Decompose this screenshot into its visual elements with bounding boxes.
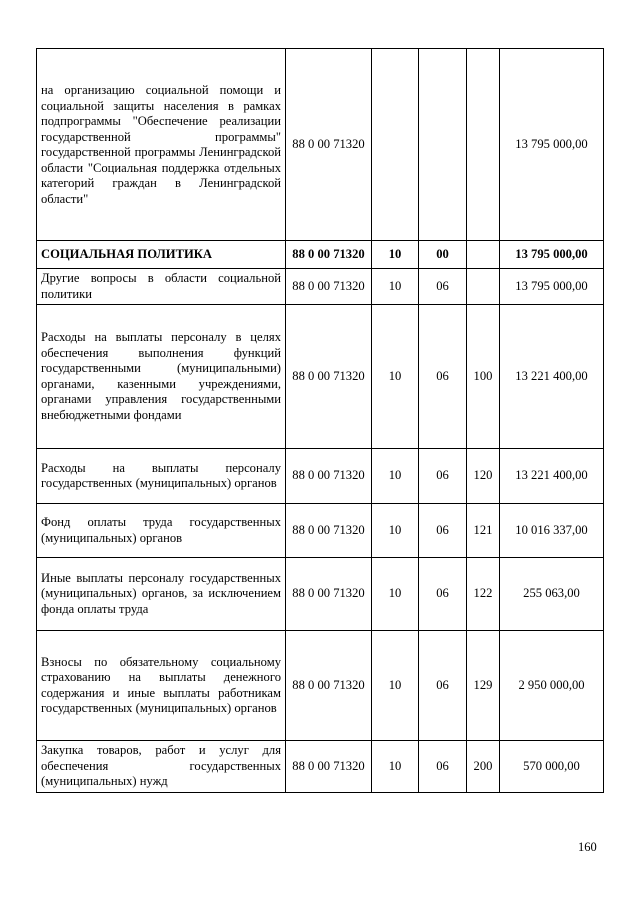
row-expense-type: 100 xyxy=(467,305,500,449)
row-amount: 13 221 400,00 xyxy=(500,449,604,504)
row-subsection: 00 xyxy=(419,241,467,269)
row-section: 10 xyxy=(372,305,419,449)
row-subsection: 06 xyxy=(419,504,467,558)
row-description: Закупка товаров, работ и услуг для обеспечения государственных (муниципальных) нужд xyxy=(37,741,286,793)
row-description: Взносы по обязательному социальному страхованию на выплаты денежного содержания и иные выплаты работникам государственных (муниципальных) органов xyxy=(37,631,286,741)
row-expense-type: 121 xyxy=(467,504,500,558)
row-target-code: 88 0 00 71320 xyxy=(286,49,372,241)
table-row xyxy=(37,49,604,241)
row-target-code: 88 0 00 71320 xyxy=(286,269,372,305)
row-target-code: 88 0 00 71320 xyxy=(286,631,372,741)
row-target-code: 88 0 00 71320 xyxy=(286,305,372,449)
row-amount: 570 000,00 xyxy=(500,741,604,793)
row-amount: 13 795 000,00 xyxy=(500,269,604,305)
row-expense-type: 122 xyxy=(467,558,500,631)
budget-table xyxy=(36,48,604,793)
row-section: 10 xyxy=(372,558,419,631)
row-section: 10 xyxy=(372,449,419,504)
row-section: 10 xyxy=(372,269,419,305)
row-target-code: 88 0 00 71320 xyxy=(286,558,372,631)
page-number: 160 xyxy=(578,840,597,854)
row-description: СОЦИАЛЬНАЯ ПОЛИТИКА xyxy=(37,241,286,269)
row-subsection: 06 xyxy=(419,741,467,793)
row-expense-type: 200 xyxy=(467,741,500,793)
table-row xyxy=(37,241,604,269)
row-amount: 10 016 337,00 xyxy=(500,504,604,558)
row-amount: 13 221 400,00 xyxy=(500,305,604,449)
table-row xyxy=(37,631,604,741)
row-section xyxy=(372,49,419,241)
row-description: Фонд оплаты труда государственных (муниципальных) органов xyxy=(37,504,286,558)
row-target-code: 88 0 00 71320 xyxy=(286,241,372,269)
row-section: 10 xyxy=(372,241,419,269)
row-expense-type: 120 xyxy=(467,449,500,504)
row-subsection: 06 xyxy=(419,305,467,449)
row-expense-type xyxy=(467,49,500,241)
row-expense-type xyxy=(467,241,500,269)
row-description: Иные выплаты персоналу государственных (муниципальных) органов, за исключением фонда оплаты труда xyxy=(37,558,286,631)
row-expense-type xyxy=(467,269,500,305)
table-row xyxy=(37,305,604,449)
row-description: Расходы на выплаты персоналу государственных (муниципальных) органов xyxy=(37,449,286,504)
table-row xyxy=(37,558,604,631)
row-amount: 13 795 000,00 xyxy=(500,241,604,269)
row-subsection: 06 xyxy=(419,269,467,305)
row-amount: 2 950 000,00 xyxy=(500,631,604,741)
row-amount: 255 063,00 xyxy=(500,558,604,631)
row-subsection: 06 xyxy=(419,449,467,504)
row-section: 10 xyxy=(372,741,419,793)
row-target-code: 88 0 00 71320 xyxy=(286,741,372,793)
table-row xyxy=(37,449,604,504)
row-subsection: 06 xyxy=(419,631,467,741)
row-subsection: 06 xyxy=(419,558,467,631)
row-section: 10 xyxy=(372,504,419,558)
row-description: на организацию социальной помощи и социальной защиты населения в рамках подпрограммы "Обеспечение реализации государственной программы" государственной программы Ленинградской области "Социальная поддержка отдельных категорий граждан в Ленинградской области" xyxy=(37,49,286,241)
table-row xyxy=(37,269,604,305)
table-row xyxy=(37,741,604,793)
row-section: 10 xyxy=(372,631,419,741)
table-row xyxy=(37,504,604,558)
row-target-code: 88 0 00 71320 xyxy=(286,449,372,504)
row-target-code: 88 0 00 71320 xyxy=(286,504,372,558)
row-amount: 13 795 000,00 xyxy=(500,49,604,241)
row-description: Другие вопросы в области социальной политики xyxy=(37,269,286,305)
row-subsection xyxy=(419,49,467,241)
row-description: Расходы на выплаты персоналу в целях обеспечения выполнения функций государственными (муниципальными) органами, казенными учреждениями, органами управления государственными внебюджетными фондами xyxy=(37,305,286,449)
row-expense-type: 129 xyxy=(467,631,500,741)
